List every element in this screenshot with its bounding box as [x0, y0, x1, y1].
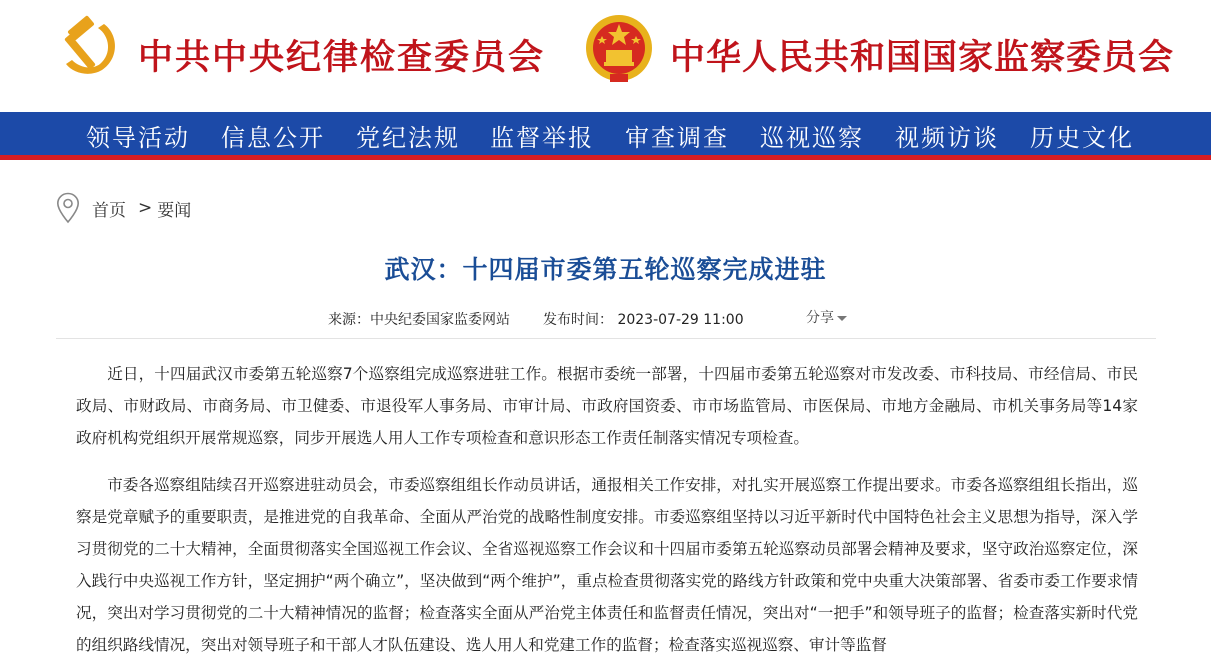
- article-paragraph: 市委各巡察组陆续召开巡察进驻动员会，市委巡察组组长作动员讲话，通报相关工作安排，对扎实开展巡察工作提出要求。市委各巡察组组长指出，巡察是党章赋予的重要职责，是推进党的自我革命、全面从严治党的战略性制度安排。市委巡察组坚持以习近平新时代中国特色社会主义思想为指导，深入学习贯彻党的二十大精神，全面贯彻落实全国巡视工作会议、全省巡视巡察工作会议和十四届市委第五轮巡察动员部署会精神及要求，坚守政治巡察定位，深入践行中央巡视工作方针，坚定拥护“两个确立”，坚决做到“两个维护”，重点检查贯彻落实党的路线方针政策和党中央重大决策部署、省委市委工作要求情况，突出对学习贯彻党的二十大精神情况的监督；检查落实全面从严治党主体责任和监督责任情况，突出对“一把手”和领导班子的监督；检查落实新时代党的组织路线情况，突出对领导班子和干部人才队伍建设、选人用人和党建工作的监督；检查落实巡视巡察、审计等监督: [76, 476, 1138, 654]
- article-publish-date: 发布时间： 2023-07-29 11:00: [543, 312, 744, 328]
- breadcrumb-current-link[interactable]: 要闻: [157, 200, 192, 221]
- breadcrumb-home-link[interactable]: 首页: [92, 200, 126, 221]
- nav-item-regulations[interactable]: 党纪法规: [356, 124, 460, 152]
- site-header: [0, 0, 1211, 112]
- article-paragraph: 近日，十四届武汉市委第五轮巡察7个巡察组完成巡察进驻工作。根据市委统一部署，十四届市委第五轮巡察对市发改委、市科技局、市经信局、市民政局、市财政局、市商务局、市卫健委、市退役军人事务局、市审计局、市政府国资委、市市场监管局、市医保局、市地方金融局、市机关事务局等14家政府机构党组织开展常规巡察，同步开展选人用人工作专项检查和意识形态工作责任制落实情况专项检查。: [76, 365, 1138, 447]
- site-title-nsc[interactable]: 中华人民共和国国家监察委员会: [670, 37, 1175, 78]
- nav-item-leadership[interactable]: 领导活动: [86, 124, 190, 152]
- article-source: 来源：中央纪委国家监委网站: [328, 312, 510, 328]
- site-title-ccdi[interactable]: 中共中央纪律检查委员会: [138, 37, 546, 78]
- nav-item-video-interviews[interactable]: 视频访谈: [895, 124, 999, 152]
- breadcrumb-separator: >: [138, 198, 153, 218]
- nav-item-inspection[interactable]: 巡视巡察: [760, 124, 864, 152]
- location-pin-icon: [56, 192, 80, 224]
- article-title: 武汉：十四届市委第五轮巡察完成进驻: [384, 255, 827, 284]
- share-label: 分享: [806, 310, 834, 326]
- breadcrumb: [56, 192, 191, 224]
- nav-item-info-disclosure[interactable]: 信息公开: [221, 124, 325, 152]
- article-body: [76, 358, 1138, 658]
- nav-item-report[interactable]: 监督举报: [490, 124, 594, 152]
- article-divider: [56, 338, 1156, 339]
- caret-down-icon: [837, 316, 847, 321]
- national-emblem-icon[interactable]: [584, 12, 654, 86]
- party-emblem-icon[interactable]: [58, 14, 124, 80]
- nav-item-investigation[interactable]: 审查调查: [625, 124, 729, 152]
- main-nav: [0, 112, 1211, 160]
- nav-item-history-culture[interactable]: 历史文化: [1030, 124, 1134, 152]
- share-button[interactable]: [806, 307, 847, 327]
